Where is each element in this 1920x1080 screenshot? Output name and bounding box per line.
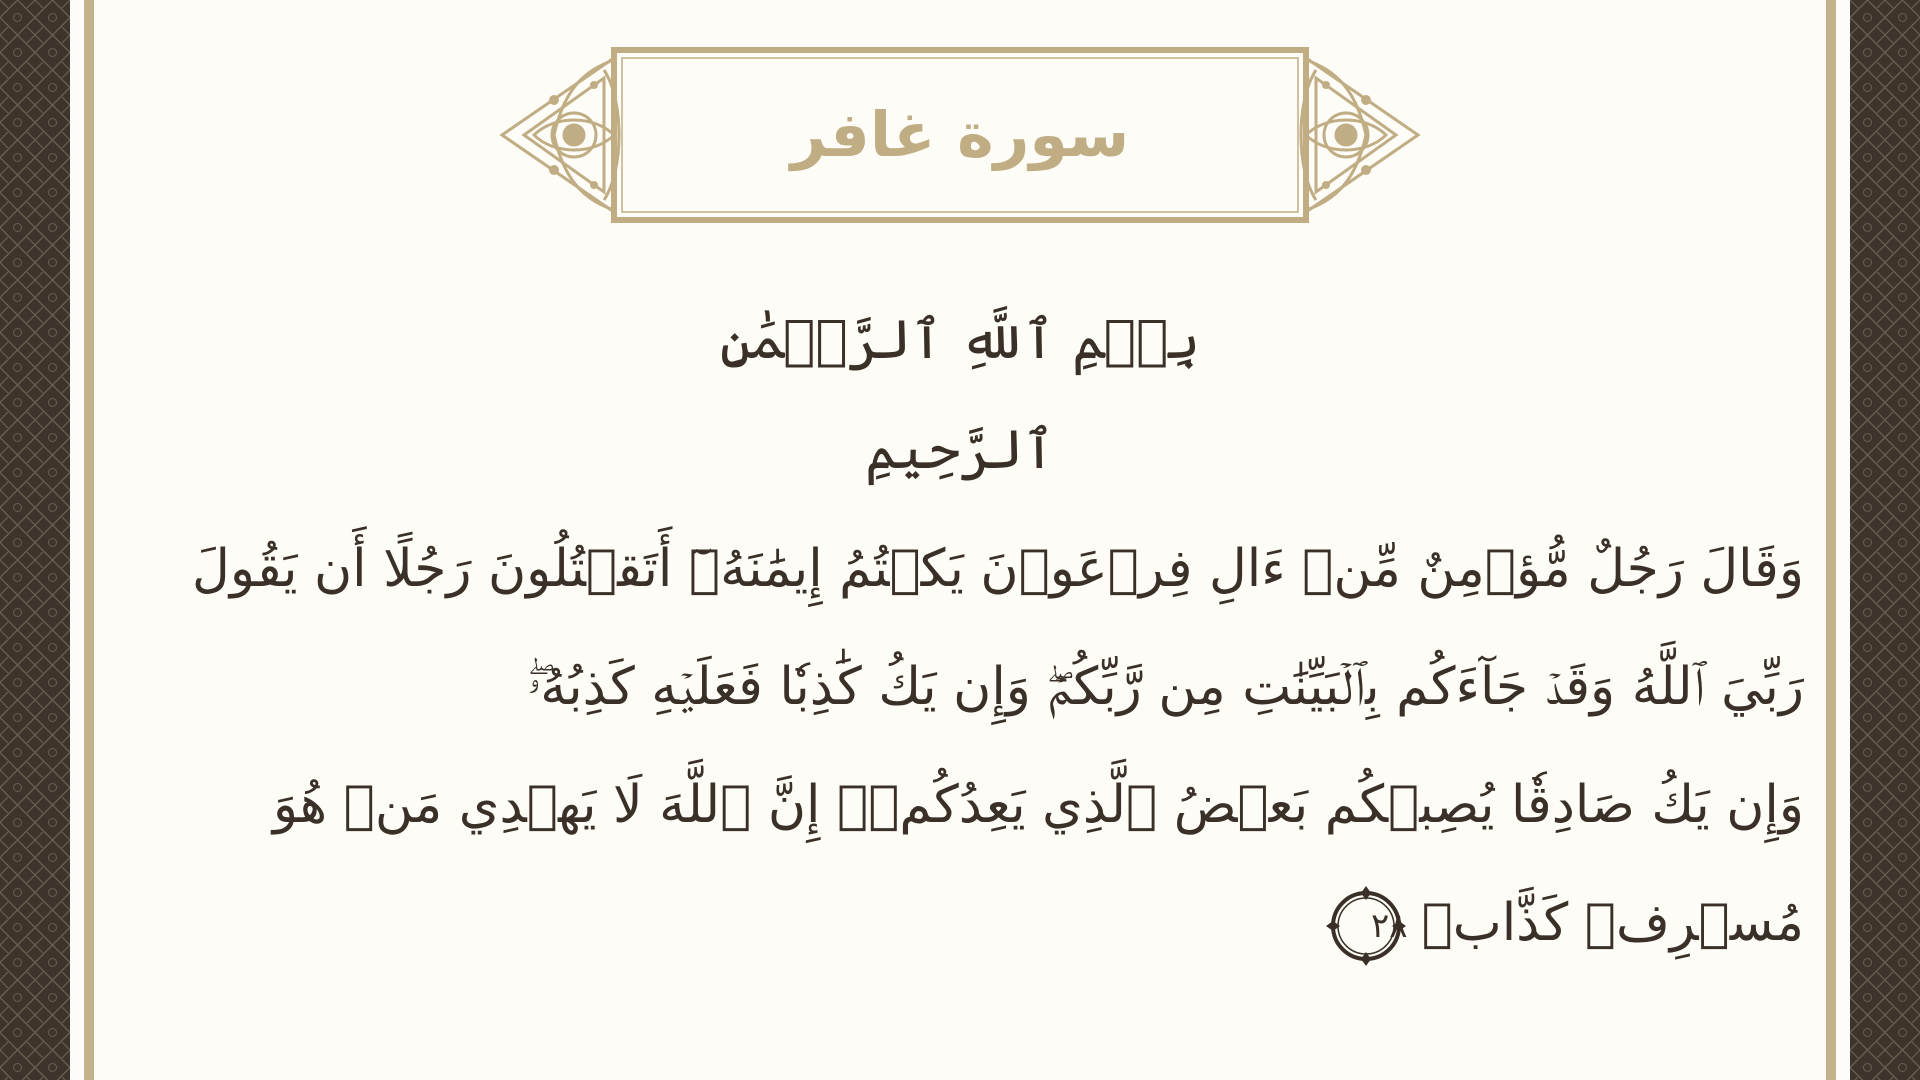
ayah-end-marker bbox=[1324, 884, 1408, 968]
surah-title: سورة غافر bbox=[790, 98, 1130, 171]
left-gold-line bbox=[84, 0, 94, 1080]
verse-line: وَإِن يَكُ صَادِقٗا يُصِبۡكُم بَعۡضُ ٱلَّذِي يَعِدُكُمۡۖ إِنَّ ٱللَّهَ لَا يَهۡدِي مَنۡ هُوَ bbox=[272, 775, 1804, 835]
verse-line-last-text: مُسۡرِفٞ كَذَّابٞ bbox=[1421, 893, 1804, 953]
verse-text bbox=[164, 510, 1804, 982]
verse-line-last bbox=[164, 864, 1804, 982]
left-inner-margin bbox=[70, 0, 84, 1080]
right-border-pattern bbox=[1850, 0, 1920, 1080]
content-panel bbox=[94, 0, 1826, 1080]
surah-banner bbox=[494, 40, 1426, 230]
basmala: بِسۡمِ ٱللَّهِ ٱلرَّحۡمَٰنِ ٱلرَّحِيمِ bbox=[719, 308, 1201, 481]
verse-line: وَقَالَ رَجُلٌ مُّؤۡمِنٌ مِّنۡ ءَالِ فِرۡعَوۡنَ يَكۡتُمُ إِيمَٰنَهُۥٓ أَتَقۡتُلُونَ رَجُلًا أَن يَقُولَ bbox=[192, 539, 1804, 599]
verse-line: رَبِّيَ ٱللَّهُ وَقَدۡ جَآءَكُم بِٱلۡبَيِّنَٰتِ مِن رَّبِّكُمۡۖ وَإِن يَكُ كَٰذِبٗا فَعَلَيۡهِ كَذِبُهُۥۖ bbox=[527, 657, 1804, 717]
left-border-pattern bbox=[0, 0, 70, 1080]
right-gold-line bbox=[1826, 0, 1836, 1080]
right-inner-margin bbox=[1836, 0, 1850, 1080]
ayah-number: ٢٨ bbox=[1371, 906, 1408, 946]
